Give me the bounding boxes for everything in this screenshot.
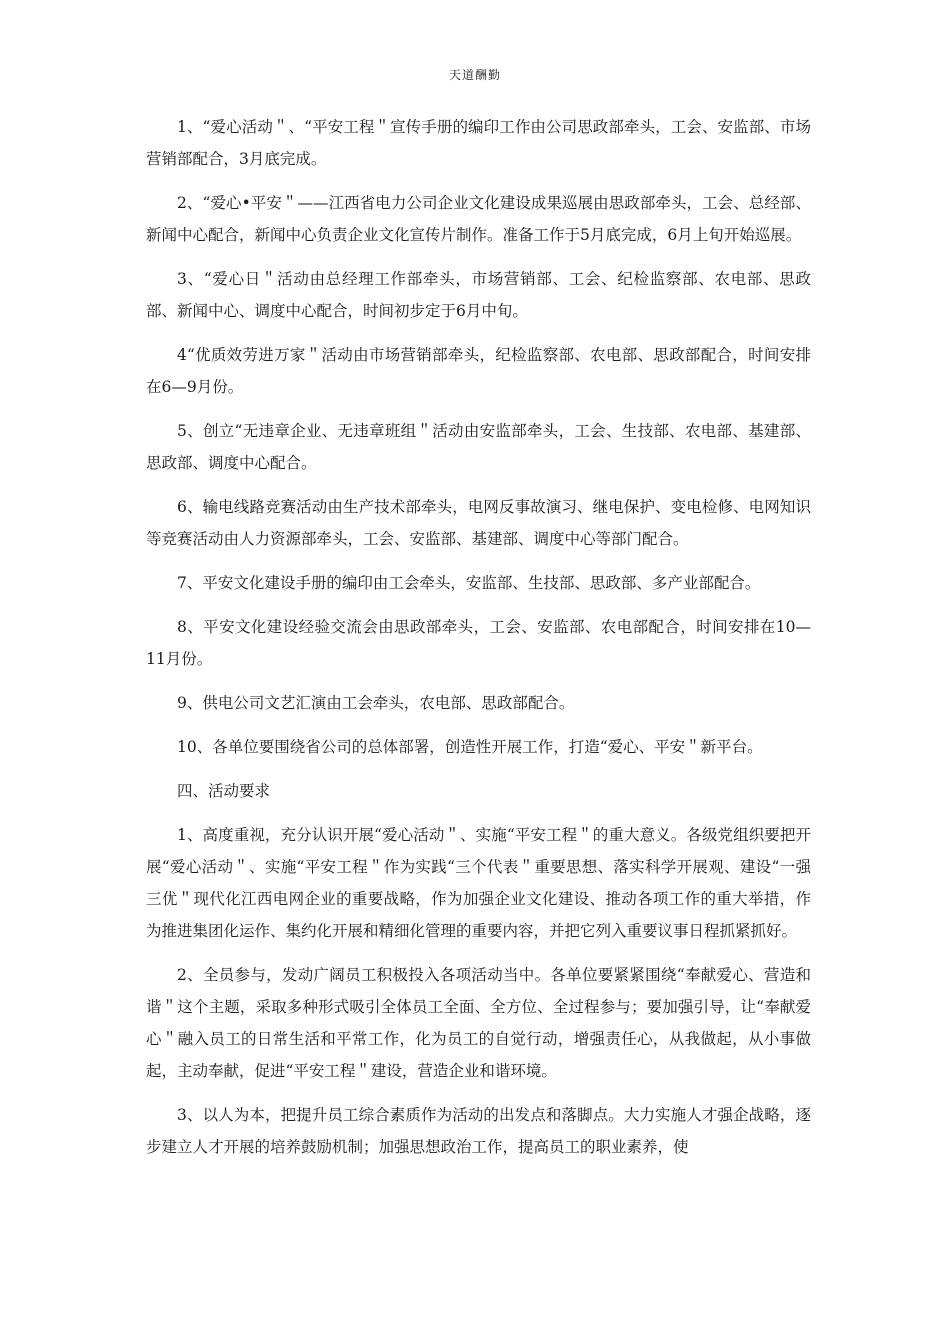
- document-body: [146, 111, 811, 1175]
- paragraph-item-3: 3、“爱心日＂活动由总经理工作部牵头，市场营销部、工会、纪检监察部、农电部、思政部、新闻中心、调度中心配合，时间初步定于6月中旬。: [146, 270, 811, 320]
- page-header: 天道酬勤: [448, 68, 501, 82]
- paragraph-item-7: 7、平安文化建设手册的编印由工会牵头，安监部、生技部、思政部、多产业部配合。: [177, 574, 761, 592]
- paragraph-item-5: 5、创立“无违章企业、无违章班组＂活动由安监部牵头，工会、生技部、农电部、基建部、思政部、调度中心配合。: [146, 422, 811, 472]
- paragraph-item-8: 8、平安文化建设经验交流会由思政部牵头，工会、安监部、农电部配合，时间安排在10—11月份。: [146, 618, 811, 668]
- paragraph-item-4: 4“优质效劳进万家＂活动由市场营销部牵头，纪检监察部、农电部、思政部配合，时间安排在6—9月份。: [146, 346, 811, 396]
- section-heading-requirements: 四、活动要求: [177, 782, 271, 800]
- paragraph-item-9: 9、供电公司文艺汇演由工会牵头，农电部、思政部配合。: [177, 694, 575, 712]
- requirement-item-3: 3、以人为本，把提升员工综合素质作为活动的出发点和落脚点。大力实施人才强企战略，逐步建立人才开展的培养鼓励机制；加强思想政治工作，提高员工的职业素养，使: [146, 1106, 811, 1156]
- requirement-item-1: 1、高度重视，充分认识开展“爱心活动＂、实施“平安工程＂的重大意义。各级党组织要把开展“爱心活动＂、实施“平安工程＂作为实践“三个代表＂重要思想、落实科学开展观、建设“一强三优＂现代化江西电网企业的重要战略，作为加强企业文化建设、推动各项工作的重大举措，作为推进集团化运作、集约化开展和精细化管理的重要内容，并把它列入重要议事日程抓紧抓好。: [146, 826, 811, 940]
- requirement-item-2: 2、全员参与，发动广阔员工积极投入各项活动当中。各单位要紧紧围绕“奉献爱心、营造和谐＂这个主题，采取多种形式吸引全体员工全面、全方位、全过程参与；要加强引导，让“奉献爱心＂融入员工的日常生活和平常工作，化为员工的自觉行动，增强责任心，从我做起，从小事做起，主动奉献，促进“平安工程＂建设，营造企业和谐环境。: [146, 966, 811, 1080]
- paragraph-item-2: 2、“爱心•平安＂——江西省电力公司企业文化建设成果巡展由思政部牵头，工会、总经部、新闻中心配合，新闻中心负责企业文化宣传片制作。准备工作于5月底完成，6月上旬开始巡展。: [146, 194, 811, 244]
- paragraph-item-6: 6、输电线路竞赛活动由生产技术部牵头，电网反事故演习、继电保护、变电检修、电网知识等竞赛活动由人力资源部牵头，工会、安监部、基建部、调度中心等部门配合。: [146, 498, 811, 548]
- paragraph-item-10: 10、各单位要围绕省公司的总体部署，创造性开展工作，打造“爱心、平安＂新平台。: [177, 738, 763, 756]
- paragraph-item-1: 1、“爱心活动＂、“平安工程＂宣传手册的编印工作由公司思政部牵头，工会、安监部、市场营销部配合，3月底完成。: [146, 118, 811, 168]
